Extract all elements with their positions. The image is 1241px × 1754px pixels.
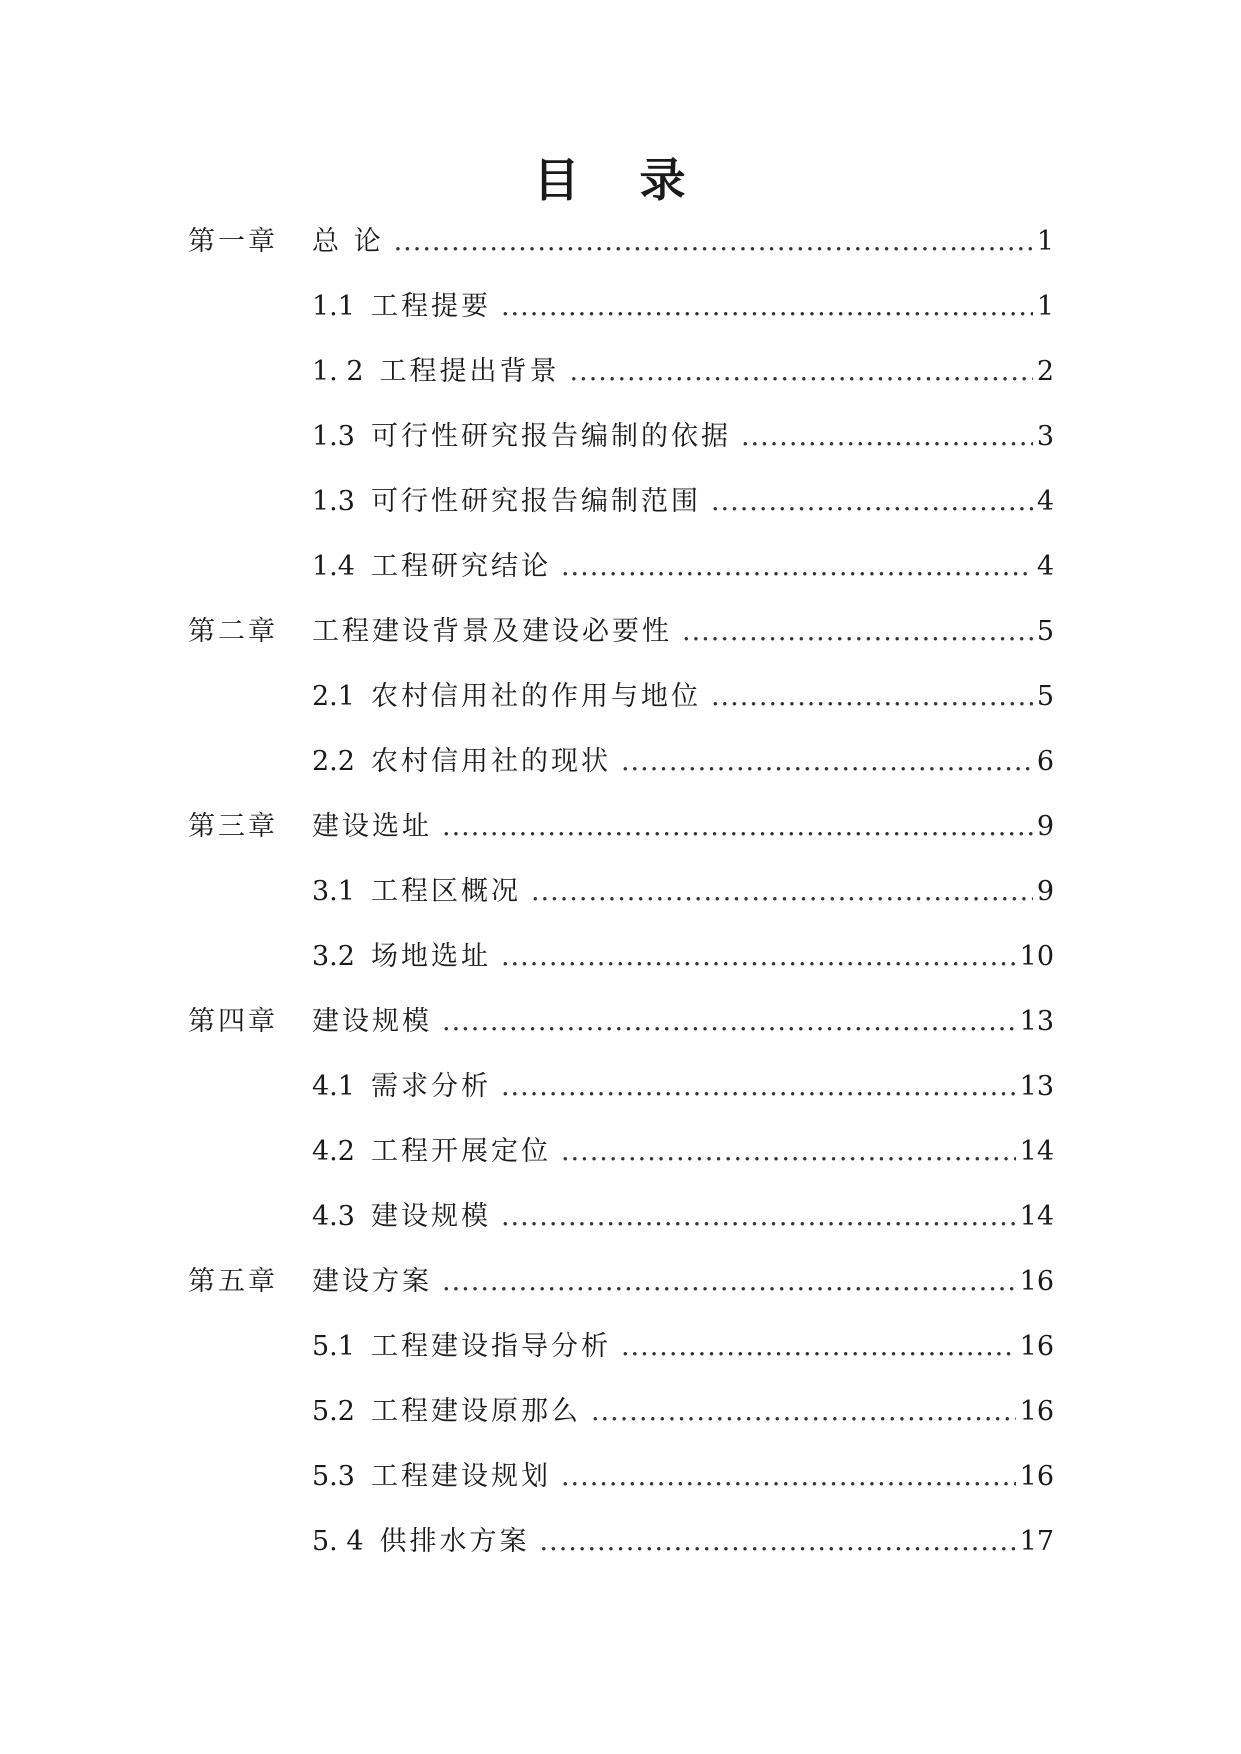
toc-dot-leader [570,352,1033,392]
toc-chapter-entry[interactable] [0,222,1241,287]
toc-section-number: 1. 2 [312,356,364,387]
toc-dot-leader [442,1002,1016,1042]
toc-entry-title: 可行性研究报告编制的依据 [370,421,731,452]
toc-chapter-number: 第四章 [188,1006,278,1037]
toc-page-number: 16 [1019,1331,1054,1362]
toc-dot-leader [561,547,1033,587]
toc-entry-title: 场地选址 [370,941,491,972]
toc-entry-text [312,287,491,327]
toc-entry-title: 工程建设指导分析 [370,1331,611,1362]
toc-section-entry[interactable] [0,937,1241,1002]
toc-dot-leader [501,937,1016,977]
toc-section-entry[interactable] [0,1067,1241,1132]
toc-page-number: 16 [1019,1266,1054,1297]
toc-dot-leader [741,417,1033,457]
toc-section-entry[interactable] [0,677,1241,742]
toc-entry-text [312,1067,491,1107]
toc-dot-leader [711,677,1033,717]
toc-section-number: 4.3 [312,1201,355,1232]
toc-section-entry[interactable] [0,417,1241,482]
toc-dot-leader [501,287,1033,327]
toc-entry-text [312,417,731,457]
toc-section-number: 1.3 [312,421,355,452]
toc-entry-title: 供排水方案 [379,1526,530,1557]
toc-entry-text [312,1197,491,1237]
toc-entry-text [312,1457,551,1497]
toc-dot-leader [561,1132,1016,1172]
toc-section-entry[interactable] [0,1522,1241,1587]
toc-dot-leader [531,872,1033,912]
toc-dot-leader [621,1327,1016,1367]
toc-entry-text [312,677,701,717]
toc-dot-leader [621,742,1033,782]
toc-entry-title: 工程开展定位 [370,1136,551,1167]
toc-dot-leader [501,1197,1016,1237]
table-of-contents [0,222,1241,1587]
toc-section-number: 5.3 [312,1461,355,1492]
toc-page-number: 17 [1019,1526,1054,1557]
toc-page-number: 3 [1036,421,1054,452]
toc-entry-title: 工程区概况 [370,876,521,907]
toc-page-number: 5 [1036,616,1054,647]
toc-section-entry[interactable] [0,1197,1241,1262]
toc-section-number: 4.1 [312,1071,355,1102]
toc-entry-title: 工程建设原那么 [370,1396,581,1427]
toc-section-entry[interactable] [0,482,1241,547]
toc-entry-text [188,222,384,262]
toc-dot-leader [711,482,1033,522]
toc-entry-text [188,612,672,652]
toc-section-number: 5.1 [312,1331,355,1362]
toc-entry-text [312,547,551,587]
toc-section-entry[interactable] [0,547,1241,612]
toc-section-number: 3.2 [312,941,355,972]
toc-dot-leader [540,1522,1016,1562]
toc-section-entry[interactable] [0,1392,1241,1457]
toc-section-entry[interactable] [0,287,1241,352]
page-title: 目 录 [533,153,708,207]
toc-entry-text [312,1132,551,1172]
toc-dot-leader [442,807,1033,847]
toc-section-number: 1.1 [312,291,355,322]
toc-entry-text [188,1262,432,1302]
toc-entry-title: 需求分析 [370,1071,491,1102]
toc-page-number: 2 [1036,356,1054,387]
toc-section-entry[interactable] [0,1457,1241,1522]
toc-entry-title: 建设选址 [312,811,432,842]
toc-entry-text [312,937,491,977]
toc-section-number: 5.2 [312,1396,355,1427]
toc-entry-text [312,742,611,782]
toc-entry-text [312,482,701,522]
toc-entry-title: 工程提要 [370,291,491,322]
toc-page-number: 4 [1036,551,1054,582]
toc-entry-text [188,807,432,847]
toc-page-number: 6 [1036,746,1054,777]
toc-entry-title: 建设规模 [312,1006,432,1037]
toc-dot-leader [442,1262,1016,1302]
toc-chapter-number: 第三章 [188,811,278,842]
toc-dot-leader [591,1392,1016,1432]
toc-dot-leader [682,612,1033,652]
toc-section-entry[interactable] [0,742,1241,807]
toc-entry-text [312,872,521,912]
toc-page-number: 1 [1036,226,1054,257]
toc-entry-title: 工程建设背景及建设必要性 [312,616,672,647]
toc-dot-leader [561,1457,1016,1497]
toc-page-number: 9 [1036,811,1054,842]
toc-section-number: 5. 4 [312,1526,364,1557]
toc-page-number: 1 [1036,291,1054,322]
toc-entry-title: 工程建设规划 [370,1461,551,1492]
toc-entry-title: 农村信用社的作用与地位 [370,681,701,712]
toc-entry-text [312,1327,611,1367]
toc-entry-title: 总 论 [312,226,384,257]
toc-chapter-entry[interactable] [0,1262,1241,1327]
toc-page-number: 4 [1036,486,1054,517]
toc-entry-title: 农村信用社的现状 [370,746,611,777]
toc-entry-text [188,1002,432,1042]
toc-entry-title: 建设规模 [370,1201,491,1232]
toc-dot-leader [394,222,1033,262]
toc-dot-leader [501,1067,1016,1107]
toc-page-number: 10 [1019,941,1054,972]
toc-entry-text [312,1392,581,1432]
toc-chapter-number: 第二章 [188,616,278,647]
toc-page-number: 16 [1019,1396,1054,1427]
toc-page-number: 5 [1036,681,1054,712]
toc-chapter-entry[interactable] [0,612,1241,677]
toc-entry-title: 工程研究结论 [370,551,551,582]
toc-section-number: 1.3 [312,486,355,517]
toc-section-entry[interactable] [0,1132,1241,1197]
toc-page-number: 14 [1019,1136,1054,1167]
toc-chapter-entry[interactable] [0,807,1241,872]
toc-entry-title: 可行性研究报告编制范围 [370,486,701,517]
toc-entry-title: 工程提出背景 [379,356,560,387]
toc-chapter-number: 第一章 [188,226,278,257]
toc-section-number: 4.2 [312,1136,355,1167]
toc-section-number: 2.1 [312,681,355,712]
toc-section-entry[interactable] [0,352,1241,417]
toc-page-number: 13 [1019,1071,1054,1102]
toc-entry-text [312,352,560,392]
toc-entry-title: 建设方案 [312,1266,432,1297]
toc-section-number: 2.2 [312,746,355,777]
toc-section-entry[interactable] [0,872,1241,937]
toc-chapter-number: 第五章 [188,1266,278,1297]
toc-page-number: 9 [1036,876,1054,907]
toc-page-number: 14 [1019,1201,1054,1232]
toc-section-number: 1.4 [312,551,355,582]
toc-chapter-entry[interactable] [0,1002,1241,1067]
toc-section-entry[interactable] [0,1327,1241,1392]
toc-page-number: 13 [1019,1006,1054,1037]
toc-entry-text [312,1522,530,1562]
toc-page-number: 16 [1019,1461,1054,1492]
toc-section-number: 3.1 [312,876,355,907]
